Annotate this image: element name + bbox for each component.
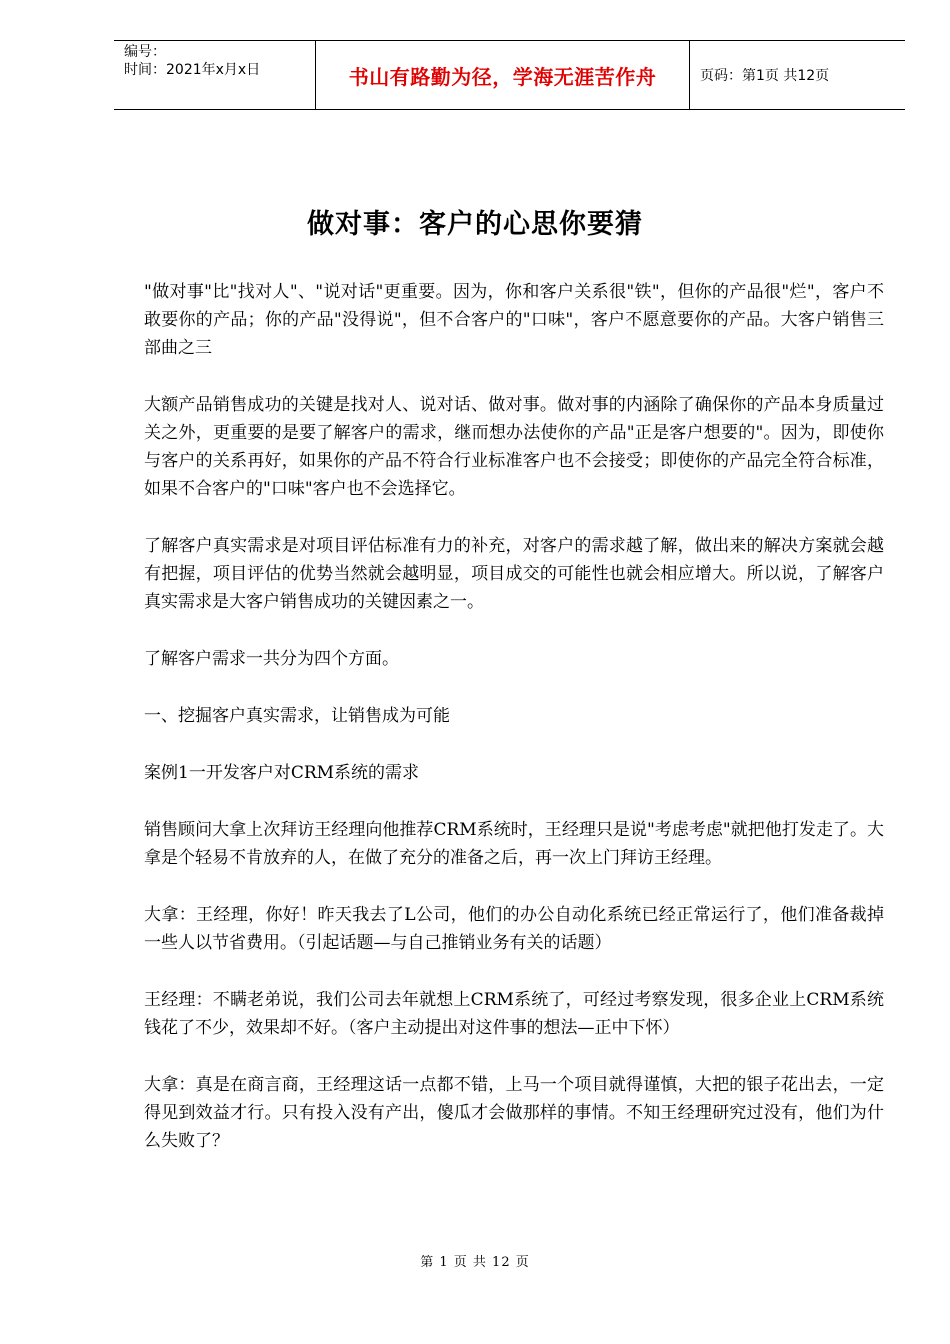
header-meta: [114, 41, 316, 109]
header-page-info: 页码：第1页 共12页: [700, 68, 830, 84]
dialogue-paragraph: 王经理：不瞒老弟说，我们公司去年就想上CRM系统了，可经过考察发现，很多企业上CRM系统钱花了不少，效果却不好。（客户主动提出对这件事的想法—正中下怀）: [144, 990, 884, 1038]
paragraph: 了解客户需求一共分为四个方面。: [144, 649, 399, 669]
paragraph: "做对事"比"找对人"、"说对话"更重要。因为，你和客户关系很"铁"，但你的产品很"烂"，客户不敢要你的产品；你的产品"没得说"，但不合客户的"口味"，客户不愿意要你的产品。大客户销售三部曲之三: [144, 282, 884, 358]
document-body: [144, 278, 884, 1184]
paragraph: 大额产品销售成功的关键是找对人、说对话、做对事。做对事的内涵除了确保你的产品本身质量过关之外，更重要的是要了解客户的需求，继而想办法使你的产品"正是客户想要的"。因为，即使你与客户的关系再好，如果你的产品不符合行业标准客户也不会接受；即使你的产品完全符合标准，如果不合客户的"口味"客户也不会选择它。: [144, 395, 884, 499]
dialogue-paragraph: 大拿：王经理，你好！昨天我去了L公司，他们的办公自动化系统已经正常运行了，他们准备裁掉一些人以节省费用。（引起话题—与自己推销业务有关的话题）: [144, 905, 884, 953]
date-line: 时间：2021年x月x日: [124, 62, 261, 78]
dialogue-paragraph: 大拿：真是在商言商，王经理这话一点都不错，上马一个项目就得谨慎，大把的银子花出去，一定得见到效益才行。只有投入没有产出，傻瓜才会做那样的事情。不知王经理研究过没有，他们为什么失败了？: [144, 1075, 884, 1151]
number-label: 编号：: [124, 44, 166, 60]
page-footer: 第 1 页 共 12 页: [420, 1255, 530, 1270]
section-heading: 一、挖掘客户真实需求，让销售成为可能: [144, 706, 450, 726]
document-title: 做对事：客户的心思你要猜: [307, 209, 643, 240]
header-motto: 书山有路勤为径，学海无涯苦作舟: [316, 41, 690, 109]
paragraph: 销售顾问大拿上次拜访王经理向他推荐CRM系统时，王经理只是说"考虑考虑"就把他打发走了。大拿是个轻易不肯放弃的人，在做了充分的准备之后，再一次上门拜访王经理。: [144, 820, 884, 868]
paragraph: 了解客户真实需求是对项目评估标准有力的补充，对客户的需求越了解，做出来的解决方案就会越有把握，项目评估的优势当然就会越明显，项目成交的可能性也就会相应增大。所以说，了解客户真实需求是大客户销售成功的关键因素之一。: [144, 536, 884, 612]
case-heading: 案例1一开发客户对CRM系统的需求: [144, 763, 420, 783]
page-header: [114, 40, 905, 110]
